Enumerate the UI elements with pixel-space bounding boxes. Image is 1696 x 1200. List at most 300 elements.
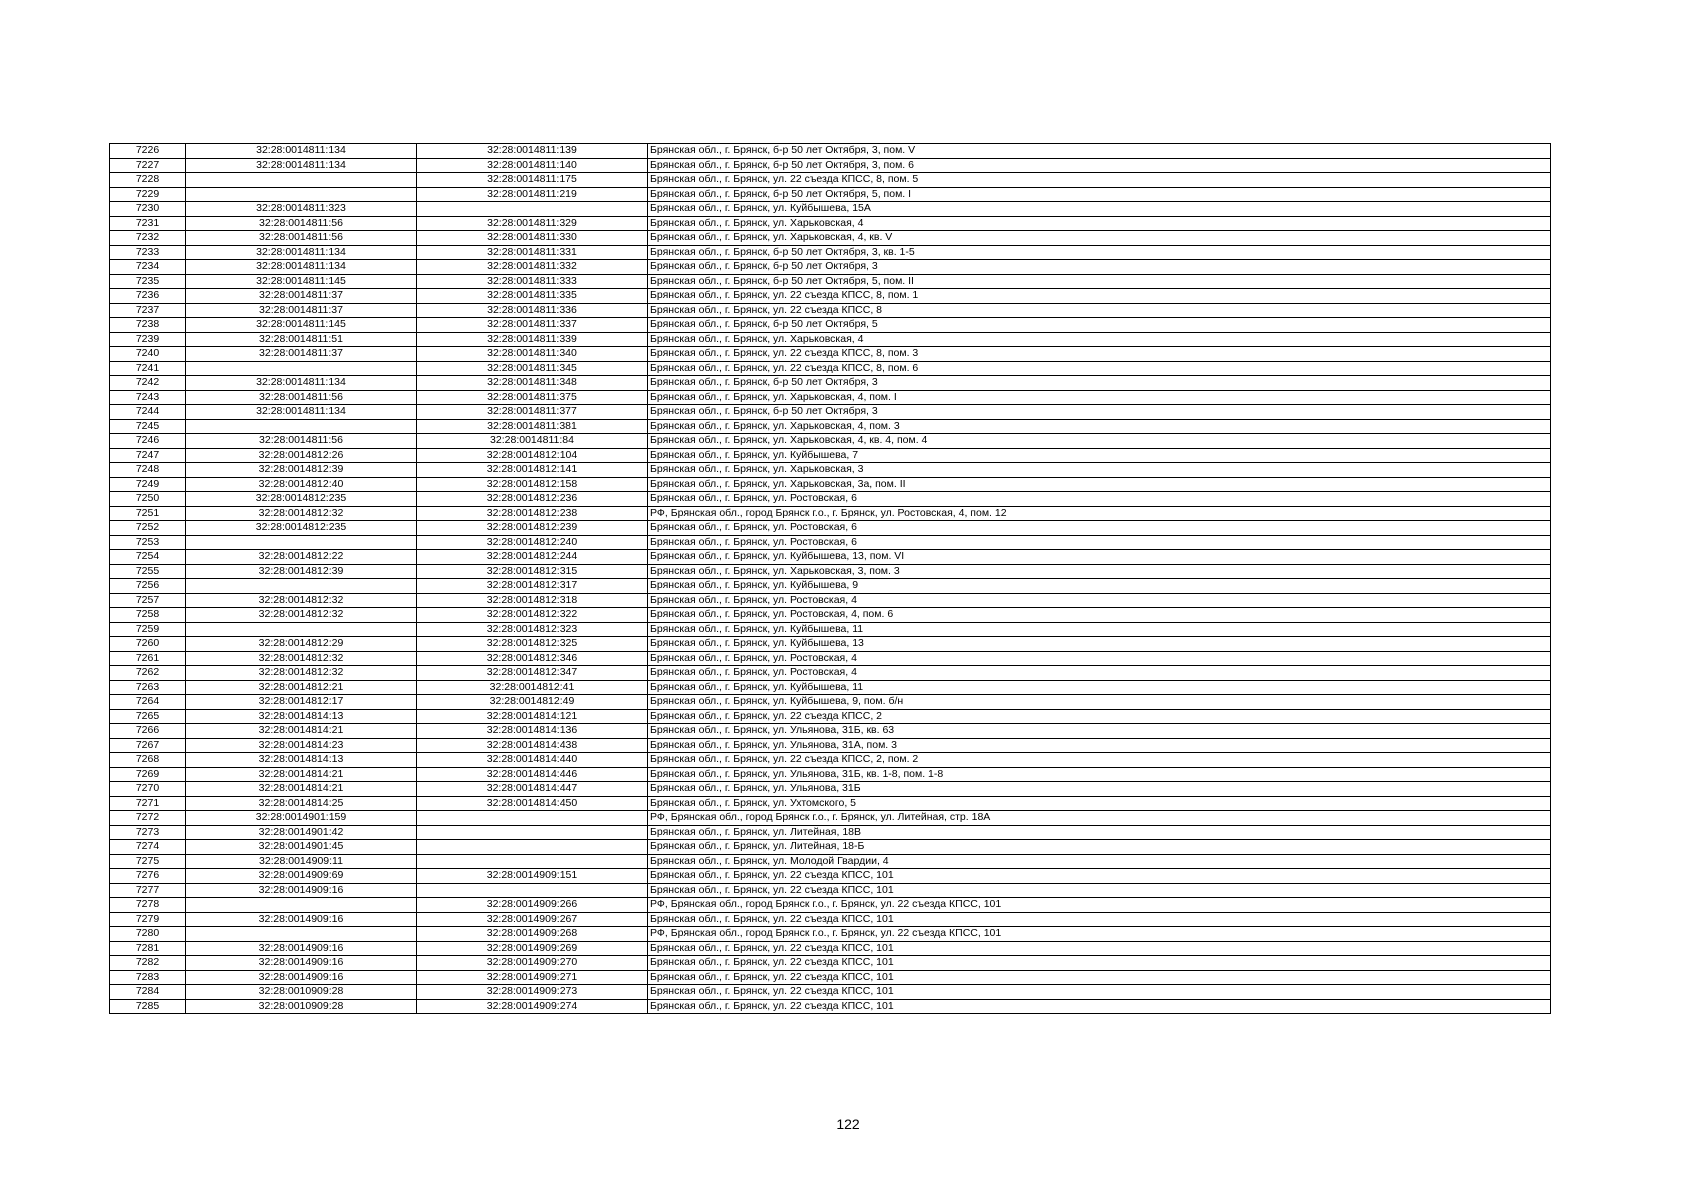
row-number-cell: 7229 xyxy=(110,187,186,202)
parent-cadastral-number-cell: 32:28:0014814:21 xyxy=(186,782,417,797)
address-cell: Брянская обл., г. Брянск, ул. 22 съезда КПСС, 8 xyxy=(648,303,1551,318)
table-row xyxy=(110,898,1551,913)
data-table xyxy=(109,143,1551,1014)
row-number-cell: 7265 xyxy=(110,709,186,724)
parent-cadastral-number-cell: 32:28:0014812:235 xyxy=(186,492,417,507)
row-number-cell: 7238 xyxy=(110,318,186,333)
row-number-cell: 7280 xyxy=(110,927,186,942)
address-cell: РФ, Брянская обл., город Брянск г.о., г. Брянск, ул. 22 съезда КПСС, 101 xyxy=(648,898,1551,913)
cadastral-number-cell: 32:28:0014909:274 xyxy=(417,999,648,1014)
cadastral-number-cell: 32:28:0014812:158 xyxy=(417,477,648,492)
row-number-cell: 7253 xyxy=(110,535,186,550)
parent-cadastral-number-cell: 32:28:0014814:21 xyxy=(186,767,417,782)
row-number-cell: 7279 xyxy=(110,912,186,927)
cadastral-number-cell: 32:28:0014811:348 xyxy=(417,376,648,391)
row-number-cell: 7262 xyxy=(110,666,186,681)
cadastral-number-cell: 32:28:0014814:450 xyxy=(417,796,648,811)
table-row xyxy=(110,999,1551,1014)
table-row xyxy=(110,579,1551,594)
row-number-cell: 7275 xyxy=(110,854,186,869)
parent-cadastral-number-cell: 32:28:0014811:37 xyxy=(186,347,417,362)
parent-cadastral-number-cell: 32:28:0014901:159 xyxy=(186,811,417,826)
address-cell: Брянская обл., г. Брянск, ул. Молодой Гвардии, 4 xyxy=(648,854,1551,869)
parent-cadastral-number-cell: 32:28:0014811:134 xyxy=(186,260,417,275)
cadastral-number-cell: 32:28:0014909:268 xyxy=(417,927,648,942)
parent-cadastral-number-cell: 32:28:0014909:69 xyxy=(186,869,417,884)
table-row xyxy=(110,521,1551,536)
table-row xyxy=(110,593,1551,608)
row-number-cell: 7246 xyxy=(110,434,186,449)
address-cell: Брянская обл., г. Брянск, б-р 50 лет Октября, 3, пом. V xyxy=(648,144,1551,159)
parent-cadastral-number-cell: 32:28:0014812:26 xyxy=(186,448,417,463)
cadastral-number-cell: 32:28:0014909:270 xyxy=(417,956,648,971)
row-number-cell: 7226 xyxy=(110,144,186,159)
table-row xyxy=(110,144,1551,159)
parent-cadastral-number-cell: 32:28:0014811:56 xyxy=(186,231,417,246)
row-number-cell: 7227 xyxy=(110,158,186,173)
parent-cadastral-number-cell: 32:28:0014811:37 xyxy=(186,303,417,318)
address-cell: Брянская обл., г. Брянск, ул. Ростовская, 4 xyxy=(648,593,1551,608)
table-row xyxy=(110,477,1551,492)
cadastral-number-cell: 32:28:0014812:41 xyxy=(417,680,648,695)
address-cell: Брянская обл., г. Брянск, ул. Куйбышева, 11 xyxy=(648,622,1551,637)
address-cell: Брянская обл., г. Брянск, ул. Харьковская, 4, кв. 4, пом. 4 xyxy=(648,434,1551,449)
row-number-cell: 7272 xyxy=(110,811,186,826)
table-row xyxy=(110,376,1551,391)
cadastral-number-cell: 32:28:0014814:446 xyxy=(417,767,648,782)
address-cell: Брянская обл., г. Брянск, ул. Харьковская, 4, кв. V xyxy=(648,231,1551,246)
table-row xyxy=(110,550,1551,565)
cadastral-number-cell: 32:28:0014812:346 xyxy=(417,651,648,666)
row-number-cell: 7260 xyxy=(110,637,186,652)
parent-cadastral-number-cell: 32:28:0014811:134 xyxy=(186,245,417,260)
address-cell: Брянская обл., г. Брянск, ул. Харьковская, 4 xyxy=(648,332,1551,347)
row-number-cell: 7257 xyxy=(110,593,186,608)
row-number-cell: 7271 xyxy=(110,796,186,811)
address-cell: Брянская обл., г. Брянск, ул. Куйбышева, 7 xyxy=(648,448,1551,463)
cadastral-number-cell: 32:28:0014811:332 xyxy=(417,260,648,275)
address-cell: Брянская обл., г. Брянск, ул. Ростовская, 6 xyxy=(648,535,1551,550)
row-number-cell: 7240 xyxy=(110,347,186,362)
parent-cadastral-number-cell: 32:28:0014811:145 xyxy=(186,318,417,333)
parent-cadastral-number-cell: 32:28:0014909:16 xyxy=(186,941,417,956)
parent-cadastral-number-cell: 32:28:0014811:134 xyxy=(186,144,417,159)
row-number-cell: 7233 xyxy=(110,245,186,260)
address-cell: Брянская обл., г. Брянск, ул. 22 съезда КПСС, 101 xyxy=(648,883,1551,898)
table-row xyxy=(110,956,1551,971)
cadastral-number-cell: 32:28:0014909:266 xyxy=(417,898,648,913)
parent-cadastral-number-cell: 32:28:0014901:42 xyxy=(186,825,417,840)
table-row xyxy=(110,187,1551,202)
cadastral-number-cell: 32:28:0014811:345 xyxy=(417,361,648,376)
address-cell: Брянская обл., г. Брянск, ул. 22 съезда КПСС, 8, пом. 3 xyxy=(648,347,1551,362)
parent-cadastral-number-cell xyxy=(186,622,417,637)
cadastral-number-cell: 32:28:0014811:339 xyxy=(417,332,648,347)
table-row xyxy=(110,289,1551,304)
cadastral-number-cell: 32:28:0014812:325 xyxy=(417,637,648,652)
row-number-cell: 7259 xyxy=(110,622,186,637)
cadastral-number-cell: 32:28:0014811:335 xyxy=(417,289,648,304)
table-row xyxy=(110,651,1551,666)
address-cell: Брянская обл., г. Брянск, б-р 50 лет Октября, 5 xyxy=(648,318,1551,333)
cadastral-number-cell: 32:28:0014812:238 xyxy=(417,506,648,521)
row-number-cell: 7261 xyxy=(110,651,186,666)
parent-cadastral-number-cell: 32:28:0014812:39 xyxy=(186,564,417,579)
cadastral-number-cell: 32:28:0014814:447 xyxy=(417,782,648,797)
parent-cadastral-number-cell xyxy=(186,535,417,550)
cadastral-number-cell: 32:28:0014811:140 xyxy=(417,158,648,173)
cadastral-number-cell: 32:28:0014814:136 xyxy=(417,724,648,739)
table-row xyxy=(110,637,1551,652)
row-number-cell: 7248 xyxy=(110,463,186,478)
address-cell: Брянская обл., г. Брянск, ул. 22 съезда КПСС, 2, пом. 2 xyxy=(648,753,1551,768)
cadastral-number-cell: 32:28:0014811:340 xyxy=(417,347,648,362)
parent-cadastral-number-cell xyxy=(186,927,417,942)
cadastral-number-cell: 32:28:0014812:49 xyxy=(417,695,648,710)
parent-cadastral-number-cell xyxy=(186,173,417,188)
address-cell: Брянская обл., г. Брянск, ул. 22 съезда КПСС, 101 xyxy=(648,970,1551,985)
cadastral-number-cell: 32:28:0014811:139 xyxy=(417,144,648,159)
table-row xyxy=(110,970,1551,985)
cadastral-number-cell: 32:28:0014812:322 xyxy=(417,608,648,623)
address-cell: Брянская обл., г. Брянск, ул. 22 съезда КПСС, 101 xyxy=(648,869,1551,884)
cadastral-number-cell: 32:28:0014811:377 xyxy=(417,405,648,420)
parent-cadastral-number-cell: 32:28:0014812:32 xyxy=(186,651,417,666)
address-cell: Брянская обл., г. Брянск, ул. Харьковская, 3, пом. 3 xyxy=(648,564,1551,579)
cadastral-number-cell: 32:28:0014814:440 xyxy=(417,753,648,768)
cadastral-number-cell: 32:28:0014811:375 xyxy=(417,390,648,405)
row-number-cell: 7284 xyxy=(110,985,186,1000)
parent-cadastral-number-cell: 32:28:0014909:16 xyxy=(186,912,417,927)
parent-cadastral-number-cell: 32:28:0014812:32 xyxy=(186,666,417,681)
parent-cadastral-number-cell: 32:28:0014812:17 xyxy=(186,695,417,710)
row-number-cell: 7234 xyxy=(110,260,186,275)
table-body xyxy=(110,144,1551,1014)
page-number: 122 xyxy=(836,1116,860,1132)
cadastral-number-cell xyxy=(417,840,648,855)
row-number-cell: 7250 xyxy=(110,492,186,507)
row-number-cell: 7276 xyxy=(110,869,186,884)
cadastral-number-cell: 32:28:0014909:267 xyxy=(417,912,648,927)
table-row xyxy=(110,825,1551,840)
address-cell: Брянская обл., г. Брянск, ул. Ульянова, 31Б xyxy=(648,782,1551,797)
table-row xyxy=(110,434,1551,449)
table-row xyxy=(110,622,1551,637)
table-row xyxy=(110,927,1551,942)
address-cell: Брянская обл., г. Брянск, ул. Ростовская, 4, пом. 6 xyxy=(648,608,1551,623)
table-row xyxy=(110,274,1551,289)
row-number-cell: 7242 xyxy=(110,376,186,391)
table-row xyxy=(110,506,1551,521)
table-row xyxy=(110,941,1551,956)
row-number-cell: 7281 xyxy=(110,941,186,956)
address-cell: Брянская обл., г. Брянск, ул. Ульянова, 31Б, кв. 63 xyxy=(648,724,1551,739)
cadastral-number-cell: 32:28:0014812:317 xyxy=(417,579,648,594)
parent-cadastral-number-cell: 32:28:0014909:11 xyxy=(186,854,417,869)
table-row xyxy=(110,782,1551,797)
address-cell: Брянская обл., г. Брянск, б-р 50 лет Октября, 3, пом. 6 xyxy=(648,158,1551,173)
address-cell: Брянская обл., г. Брянск, ул. Литейная, 18-Б xyxy=(648,840,1551,855)
row-number-cell: 7269 xyxy=(110,767,186,782)
parent-cadastral-number-cell: 32:28:0014909:16 xyxy=(186,956,417,971)
parent-cadastral-number-cell: 32:28:0014811:56 xyxy=(186,434,417,449)
address-cell: Брянская обл., г. Брянск, ул. Харьковская, 3 xyxy=(648,463,1551,478)
table-row xyxy=(110,260,1551,275)
row-number-cell: 7230 xyxy=(110,202,186,217)
table-row xyxy=(110,883,1551,898)
row-number-cell: 7251 xyxy=(110,506,186,521)
row-number-cell: 7235 xyxy=(110,274,186,289)
row-number-cell: 7239 xyxy=(110,332,186,347)
row-number-cell: 7243 xyxy=(110,390,186,405)
cadastral-number-cell: 32:28:0014909:151 xyxy=(417,869,648,884)
cadastral-number-cell: 32:28:0014814:121 xyxy=(417,709,648,724)
address-cell: Брянская обл., г. Брянск, ул. Литейная, 18В xyxy=(648,825,1551,840)
table-row xyxy=(110,738,1551,753)
address-cell: Брянская обл., г. Брянск, ул. 22 съезда КПСС, 8, пом. 6 xyxy=(648,361,1551,376)
table-row xyxy=(110,680,1551,695)
parent-cadastral-number-cell: 32:28:0010909:28 xyxy=(186,999,417,1014)
row-number-cell: 7254 xyxy=(110,550,186,565)
table-row xyxy=(110,245,1551,260)
table-row xyxy=(110,985,1551,1000)
table-row xyxy=(110,463,1551,478)
cadastral-number-cell: 32:28:0014909:273 xyxy=(417,985,648,1000)
address-cell: Брянская обл., г. Брянск, ул. Куйбышева, 15А xyxy=(648,202,1551,217)
parent-cadastral-number-cell: 32:28:0014909:16 xyxy=(186,883,417,898)
table-row xyxy=(110,405,1551,420)
parent-cadastral-number-cell: 32:28:0014811:145 xyxy=(186,274,417,289)
cadastral-number-cell: 32:28:0014812:318 xyxy=(417,593,648,608)
parent-cadastral-number-cell: 32:28:0014814:25 xyxy=(186,796,417,811)
parent-cadastral-number-cell xyxy=(186,579,417,594)
table-row xyxy=(110,666,1551,681)
parent-cadastral-number-cell: 32:28:0014909:16 xyxy=(186,970,417,985)
address-cell: Брянская обл., г. Брянск, ул. 22 съезда КПСС, 101 xyxy=(648,999,1551,1014)
cadastral-number-cell: 32:28:0014812:104 xyxy=(417,448,648,463)
parent-cadastral-number-cell: 32:28:0014811:323 xyxy=(186,202,417,217)
row-number-cell: 7285 xyxy=(110,999,186,1014)
parent-cadastral-number-cell: 32:28:0014811:56 xyxy=(186,390,417,405)
address-cell: Брянская обл., г. Брянск, б-р 50 лет Октября, 3 xyxy=(648,260,1551,275)
parent-cadastral-number-cell: 32:28:0014812:40 xyxy=(186,477,417,492)
cadastral-number-cell: 32:28:0014812:244 xyxy=(417,550,648,565)
parent-cadastral-number-cell: 32:28:0014811:37 xyxy=(186,289,417,304)
table-row xyxy=(110,912,1551,927)
address-cell: РФ, Брянская обл., город Брянск г.о., г. Брянск, ул. 22 съезда КПСС, 101 xyxy=(648,927,1551,942)
row-number-cell: 7256 xyxy=(110,579,186,594)
cadastral-number-cell: 32:28:0014811:84 xyxy=(417,434,648,449)
table-row xyxy=(110,419,1551,434)
parent-cadastral-number-cell xyxy=(186,187,417,202)
row-number-cell: 7258 xyxy=(110,608,186,623)
cadastral-number-cell: 32:28:0014811:336 xyxy=(417,303,648,318)
address-cell: Брянская обл., г. Брянск, ул. Куйбышева, 13, пом. VI xyxy=(648,550,1551,565)
address-cell: Брянская обл., г. Брянск, ул. Ростовская, 4 xyxy=(648,651,1551,666)
address-cell: Брянская обл., г. Брянск, б-р 50 лет Октября, 5, пом. II xyxy=(648,274,1551,289)
address-cell: Брянская обл., г. Брянск, ул. Харьковская, 4, пом. 3 xyxy=(648,419,1551,434)
row-number-cell: 7270 xyxy=(110,782,186,797)
table-row xyxy=(110,695,1551,710)
parent-cadastral-number-cell: 32:28:0014812:32 xyxy=(186,506,417,521)
row-number-cell: 7249 xyxy=(110,477,186,492)
parent-cadastral-number-cell xyxy=(186,898,417,913)
row-number-cell: 7274 xyxy=(110,840,186,855)
table-row xyxy=(110,608,1551,623)
address-cell: Брянская обл., г. Брянск, ул. 22 съезда КПСС, 101 xyxy=(648,941,1551,956)
address-cell: Брянская обл., г. Брянск, б-р 50 лет Октября, 3, кв. 1-5 xyxy=(648,245,1551,260)
cadastral-number-cell: 32:28:0014811:175 xyxy=(417,173,648,188)
address-cell: Брянская обл., г. Брянск, ул. 22 съезда КПСС, 8, пом. 1 xyxy=(648,289,1551,304)
parent-cadastral-number-cell: 32:28:0014814:23 xyxy=(186,738,417,753)
cadastral-number-cell: 32:28:0014811:219 xyxy=(417,187,648,202)
cadastral-number-cell xyxy=(417,811,648,826)
table-row xyxy=(110,753,1551,768)
address-cell: Брянская обл., г. Брянск, ул. 22 съезда КПСС, 101 xyxy=(648,985,1551,1000)
address-cell: Брянская обл., г. Брянск, ул. 22 съезда КПСС, 8, пом. 5 xyxy=(648,173,1551,188)
table-row xyxy=(110,724,1551,739)
address-cell: Брянская обл., г. Брянск, ул. Ростовская, 4 xyxy=(648,666,1551,681)
table-row xyxy=(110,840,1551,855)
parent-cadastral-number-cell xyxy=(186,419,417,434)
parent-cadastral-number-cell: 32:28:0014811:51 xyxy=(186,332,417,347)
address-cell: Брянская обл., г. Брянск, ул. Ухтомского, 5 xyxy=(648,796,1551,811)
table-row xyxy=(110,173,1551,188)
table-row xyxy=(110,854,1551,869)
address-cell: Брянская обл., г. Брянск, ул. Куйбышева, 11 xyxy=(648,680,1551,695)
cadastral-number-cell: 32:28:0014812:239 xyxy=(417,521,648,536)
address-cell: Брянская обл., г. Брянск, ул. Харьковская, 4, пом. I xyxy=(648,390,1551,405)
parent-cadastral-number-cell: 32:28:0014812:32 xyxy=(186,593,417,608)
row-number-cell: 7241 xyxy=(110,361,186,376)
address-cell: Брянская обл., г. Брянск, ул. Ростовская, 6 xyxy=(648,521,1551,536)
address-cell: Брянская обл., г. Брянск, ул. Харьковская, 3а, пом. II xyxy=(648,477,1551,492)
cadastral-number-cell: 32:28:0014812:240 xyxy=(417,535,648,550)
table-row xyxy=(110,231,1551,246)
row-number-cell: 7283 xyxy=(110,970,186,985)
table-row xyxy=(110,767,1551,782)
cadastral-number-cell: 32:28:0014811:333 xyxy=(417,274,648,289)
address-cell: РФ, Брянская обл., город Брянск г.о., г. Брянск, ул. Ростовская, 4, пом. 12 xyxy=(648,506,1551,521)
table-row xyxy=(110,303,1551,318)
cadastral-number-cell: 32:28:0014811:330 xyxy=(417,231,648,246)
address-cell: РФ, Брянская обл., город Брянск г.о., г. Брянск, ул. Литейная, стр. 18А xyxy=(648,811,1551,826)
table-row xyxy=(110,535,1551,550)
row-number-cell: 7282 xyxy=(110,956,186,971)
row-number-cell: 7255 xyxy=(110,564,186,579)
cadastral-number-cell xyxy=(417,854,648,869)
cadastral-number-cell xyxy=(417,825,648,840)
cadastral-number-cell: 32:28:0014811:337 xyxy=(417,318,648,333)
table-row xyxy=(110,216,1551,231)
row-number-cell: 7267 xyxy=(110,738,186,753)
row-number-cell: 7237 xyxy=(110,303,186,318)
cadastral-number-cell: 32:28:0014909:271 xyxy=(417,970,648,985)
address-cell: Брянская обл., г. Брянск, ул. Харьковская, 4 xyxy=(648,216,1551,231)
row-number-cell: 7252 xyxy=(110,521,186,536)
parent-cadastral-number-cell: 32:28:0014812:235 xyxy=(186,521,417,536)
address-cell: Брянская обл., г. Брянск, б-р 50 лет Октября, 3 xyxy=(648,376,1551,391)
cadastral-number-cell: 32:28:0014811:329 xyxy=(417,216,648,231)
parent-cadastral-number-cell: 32:28:0014811:134 xyxy=(186,158,417,173)
cadastral-number-cell: 32:28:0014814:438 xyxy=(417,738,648,753)
address-cell: Брянская обл., г. Брянск, ул. Куйбышева, 9 xyxy=(648,579,1551,594)
address-cell: Брянская обл., г. Брянск, ул. 22 съезда КПСС, 2 xyxy=(648,709,1551,724)
parent-cadastral-number-cell: 32:28:0014812:39 xyxy=(186,463,417,478)
row-number-cell: 7228 xyxy=(110,173,186,188)
parent-cadastral-number-cell: 32:28:0014812:21 xyxy=(186,680,417,695)
cadastral-number-cell: 32:28:0014812:236 xyxy=(417,492,648,507)
parent-cadastral-number-cell: 32:28:0014812:29 xyxy=(186,637,417,652)
row-number-cell: 7247 xyxy=(110,448,186,463)
row-number-cell: 7244 xyxy=(110,405,186,420)
parent-cadastral-number-cell: 32:28:0014811:56 xyxy=(186,216,417,231)
row-number-cell: 7273 xyxy=(110,825,186,840)
table-row xyxy=(110,390,1551,405)
row-number-cell: 7232 xyxy=(110,231,186,246)
address-cell: Брянская обл., г. Брянск, ул. 22 съезда КПСС, 101 xyxy=(648,912,1551,927)
parent-cadastral-number-cell: 32:28:0014811:134 xyxy=(186,405,417,420)
table-row xyxy=(110,492,1551,507)
parent-cadastral-number-cell: 32:28:0014814:13 xyxy=(186,709,417,724)
address-cell: Брянская обл., г. Брянск, ул. Куйбышева, 9, пом. б/н xyxy=(648,695,1551,710)
row-number-cell: 7231 xyxy=(110,216,186,231)
table-row xyxy=(110,347,1551,362)
table-row xyxy=(110,158,1551,173)
table-row xyxy=(110,448,1551,463)
row-number-cell: 7268 xyxy=(110,753,186,768)
table-row xyxy=(110,796,1551,811)
cadastral-number-cell: 32:28:0014909:269 xyxy=(417,941,648,956)
address-cell: Брянская обл., г. Брянск, б-р 50 лет Октября, 3 xyxy=(648,405,1551,420)
address-cell: Брянская обл., г. Брянск, ул. Ульянова, 31Б, кв. 1-8, пом. 1-8 xyxy=(648,767,1551,782)
parent-cadastral-number-cell: 32:28:0014812:22 xyxy=(186,550,417,565)
parent-cadastral-number-cell: 32:28:0010909:28 xyxy=(186,985,417,1000)
row-number-cell: 7245 xyxy=(110,419,186,434)
table-row xyxy=(110,811,1551,826)
cadastral-number-cell: 32:28:0014812:347 xyxy=(417,666,648,681)
parent-cadastral-number-cell: 32:28:0014814:13 xyxy=(186,753,417,768)
address-cell: Брянская обл., г. Брянск, ул. Ростовская, 6 xyxy=(648,492,1551,507)
address-cell: Брянская обл., г. Брянск, ул. 22 съезда КПСС, 101 xyxy=(648,956,1551,971)
parent-cadastral-number-cell: 32:28:0014901:45 xyxy=(186,840,417,855)
address-cell: Брянская обл., г. Брянск, ул. Ульянова, 31А, пом. 3 xyxy=(648,738,1551,753)
cadastral-number-cell: 32:28:0014812:323 xyxy=(417,622,648,637)
row-number-cell: 7263 xyxy=(110,680,186,695)
parent-cadastral-number-cell xyxy=(186,361,417,376)
cadastral-number-cell: 32:28:0014812:141 xyxy=(417,463,648,478)
table-row xyxy=(110,709,1551,724)
table-row xyxy=(110,332,1551,347)
address-cell: Брянская обл., г. Брянск, ул. Куйбышева, 13 xyxy=(648,637,1551,652)
cadastral-number-cell: 32:28:0014812:315 xyxy=(417,564,648,579)
parent-cadastral-number-cell: 32:28:0014814:21 xyxy=(186,724,417,739)
table-row xyxy=(110,202,1551,217)
cadastral-number-cell xyxy=(417,883,648,898)
parent-cadastral-number-cell: 32:28:0014812:32 xyxy=(186,608,417,623)
row-number-cell: 7278 xyxy=(110,898,186,913)
row-number-cell: 7277 xyxy=(110,883,186,898)
table-row xyxy=(110,318,1551,333)
row-number-cell: 7236 xyxy=(110,289,186,304)
address-cell: Брянская обл., г. Брянск, б-р 50 лет Октября, 5, пом. I xyxy=(648,187,1551,202)
parent-cadastral-number-cell: 32:28:0014811:134 xyxy=(186,376,417,391)
table-row xyxy=(110,869,1551,884)
cadastral-number-cell: 32:28:0014811:381 xyxy=(417,419,648,434)
row-number-cell: 7266 xyxy=(110,724,186,739)
row-number-cell: 7264 xyxy=(110,695,186,710)
cadastral-number-cell: 32:28:0014811:331 xyxy=(417,245,648,260)
